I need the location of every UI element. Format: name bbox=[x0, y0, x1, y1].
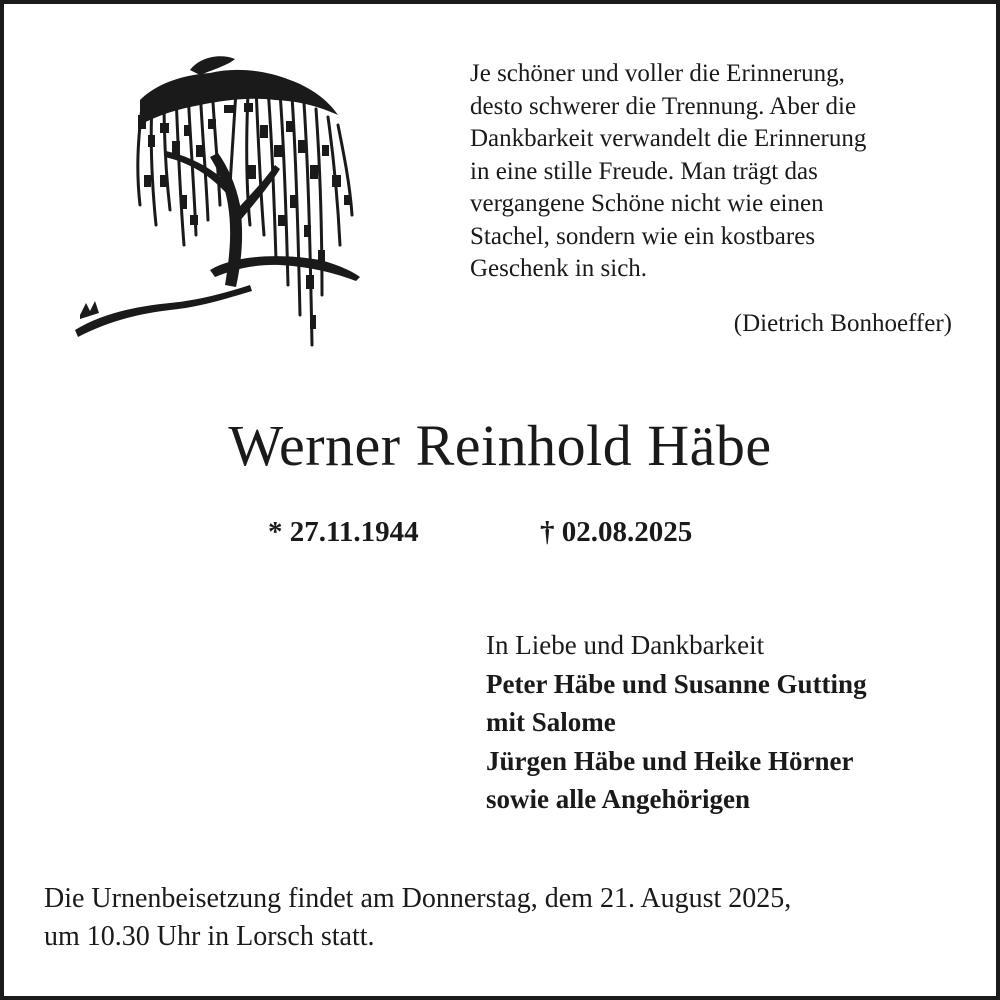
deceased-name: Werner Reinhold Häbe bbox=[228, 413, 772, 478]
family-intro: In Liebe und Dankbarkeit bbox=[486, 630, 765, 660]
quote-line: Stachel, sondern wie ein kostbares bbox=[470, 222, 816, 250]
death-date: † 02.08.2025 bbox=[540, 516, 693, 548]
quote-line: Je schöner und voller die Erinnerung, bbox=[470, 60, 845, 87]
quote-line: in eine stille Freude. Man trägt das bbox=[470, 157, 818, 185]
family-signature bbox=[486, 626, 867, 819]
quote-line: Dankbarkeit verwandelt die Erinnerung bbox=[470, 125, 867, 152]
weeping-willow-icon bbox=[60, 45, 370, 375]
family-line: Jürgen Häbe und Heike Hörner bbox=[486, 745, 854, 776]
quote-line: vergangene Schöne nicht wie einen bbox=[470, 190, 824, 217]
family-line: Peter Häbe und Susanne Gutting bbox=[486, 668, 867, 699]
birth-date: * 27.11.1944 bbox=[268, 516, 419, 548]
quote-line: Geschenk in sich. bbox=[470, 255, 648, 282]
notice-line: um 10.30 Uhr in Lorsch statt. bbox=[44, 921, 375, 952]
quote-line: desto schwerer die Trennung. Aber die bbox=[470, 92, 857, 120]
notice-line: Die Urnenbeisetzung findet am Donnerstag, dem 21. August 2025, bbox=[44, 883, 792, 914]
family-line: mit Salome bbox=[486, 707, 616, 737]
family-line: sowie alle Angehörigen bbox=[486, 784, 750, 814]
bonhoeffer-quote bbox=[470, 58, 970, 337]
funeral-notice bbox=[44, 880, 791, 956]
quote-author: (Dietrich Bonhoeffer) bbox=[733, 310, 952, 337]
